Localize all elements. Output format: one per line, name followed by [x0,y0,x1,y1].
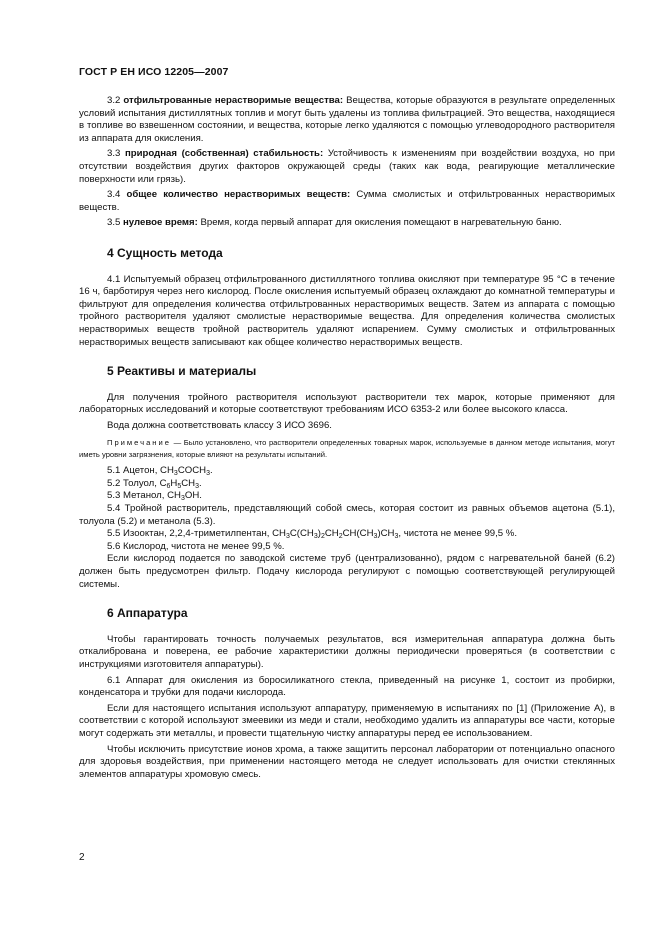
definition-3-2: 3.2 отфильтрованные нерастворимые вещества: Вещества, которые образуются в результате определенных условий испытания дистиллятных топлив и могут быть удалены из топлива фильтрацией. Это вещества, находящиеся в топливе во взвешенном состоянии, и вещества, которые легко удаляются с помощью углеводородного растворителя из аппарата для окисления. [79,95,616,144]
paragraph-5-water: Вода должна соответствовать классу 3 ИСО 3696. [107,419,332,431]
paragraph-6-intro: Чтобы гарантировать точность получаемых результатов, вся измерительная аппаратура должна быть откалибрована и поверена, ее рабочие характеристики должны периодически проверяться (в соответствии с инструкциями изготовителя аппаратуры). [79,633,615,670]
definition-3-5: 3.5 нулевое время: Время, когда первый аппарат для окисления помещают в нагревательную баню. [107,217,562,229]
item-5-6: 5.6 Кислород, чистота не менее 99,5 %. [107,540,285,552]
note [79,437,615,460]
section-heading-5: 5 Реактивы и материалы [107,364,257,379]
item-5-1: 5.1 Ацетон, $CH_3COCH_3$. [107,465,213,478]
definition-term: нулевое время: [123,217,198,229]
item-5-2: 5.2 Толуол, $C_6H_5CH_3$. [107,477,202,490]
paragraph-6-chrome: Чтобы исключить присутствие ионов хрома, а также защитить персонал лаборатории от потенциально опасного для здоровья воздействия, при применении настоящего метода не следует использовать для очистки стеклянных элементов аппаратуры хромовую смесь. [79,743,615,780]
paragraph-5-oxygen: Если кислород подается по заводской системе труб (централизованно), рядом с нагревательной баней (6.2) должен быть предусмотрен фильтр. Подачу кислорода регулируют с помощью соответствующей регулирующей системы. [79,553,615,590]
note-text: — Было установлено, что растворители определенных товарных марок, используемые в данном методе испытания, могут иметь уровни загрязнения, которые влияют на результаты испытаний. [79,438,615,459]
paragraph-5-intro: Для получения тройного растворителя используют растворители тех марок, которые применяют для лабораторных исследований и которые соответствуют требованиям ИСО 6353-2 или более высокого класса. [79,391,615,416]
definition-3-4: 3.4 общее количество нерастворимых веществ: Сумма смолистых и отфильтрованных нерастворимых веществ. [79,189,616,213]
section-heading-6: 6 Аппаратура [107,606,188,621]
definition-term: отфильтрованные нерастворимые вещества: [123,95,344,106]
document-body [79,95,615,781]
paragraph-6-apparatus: Если для настоящего испытания используют аппаратуру, применяемую в испытаниях по [1] (Приложение А), в соответствии с которой используют змеевики из меди и стали, необходимо удалить из аппаратуры все части, которые могут содержать эти металлы, и провести тщательную чистку аппаратуры перед ее использованием. [79,702,615,739]
document-header: ГОСТ Р ЕН ИСО 12205—2007 [79,66,229,78]
item-5-3: 5.3 Метанол, $CH_3OH$. [107,490,202,503]
item-5-4: 5.4 Тройной растворитель, представляющий собой смесь, которая состоит из равных объемов ацетона (5.1), толуола (5.2) и метанола (5.3). [79,503,615,527]
note-label: Примечание [107,438,171,448]
definition-term: общее количество нерастворимых веществ: [126,189,351,201]
item-5-5: 5.5 Изооктан, 2,2,4-триметилпентан, $CH_3C(CH_3)_2CH_2CH(CH_3)CH_3$, чистота не менее 99,5 %. [107,528,517,541]
definition-term: природная (собственная) стабильность: [125,148,324,160]
page-number: 2 [79,852,85,863]
paragraph-4-1: 4.1 Испытуемый образец отфильтрованного дистиллятного топлива окисляют при температуре 95 °С в течение 16 ч, барботируя через него кислород. После окисления испытуемый образец охлаждают до комнатной температуры и фильтруют для определения количества отфильтрованных нерастворимых веществ. Затем из аппарата с помощью тройного растворителя удаляют смолистые нерастворимые вещества. Для определения количества смолистых нерастворимых веществ тройной растворитель удаляют испарением. Сумму смолистых и отфильтрованных нерастворимых веществ записывают как общее количество нерастворимых веществ. [79,273,615,348]
section-heading-4: 4 Сущность метода [107,245,223,260]
definition-3-3: 3.3 природная (собственная) стабильность: Устойчивость к изменениям при воздействии воздуха, но при отсутствии воздействия других факторов окружающей среды (таких как вода, реагирующие металлические поверхности или грязь). [79,148,616,185]
paragraph-6-1: 6.1 Аппарат для окисления из боросиликатного стекла, приведенный на рисунке 1, состоит из пробирки, конденсатора и трубки для подачи кислорода. [79,674,615,699]
